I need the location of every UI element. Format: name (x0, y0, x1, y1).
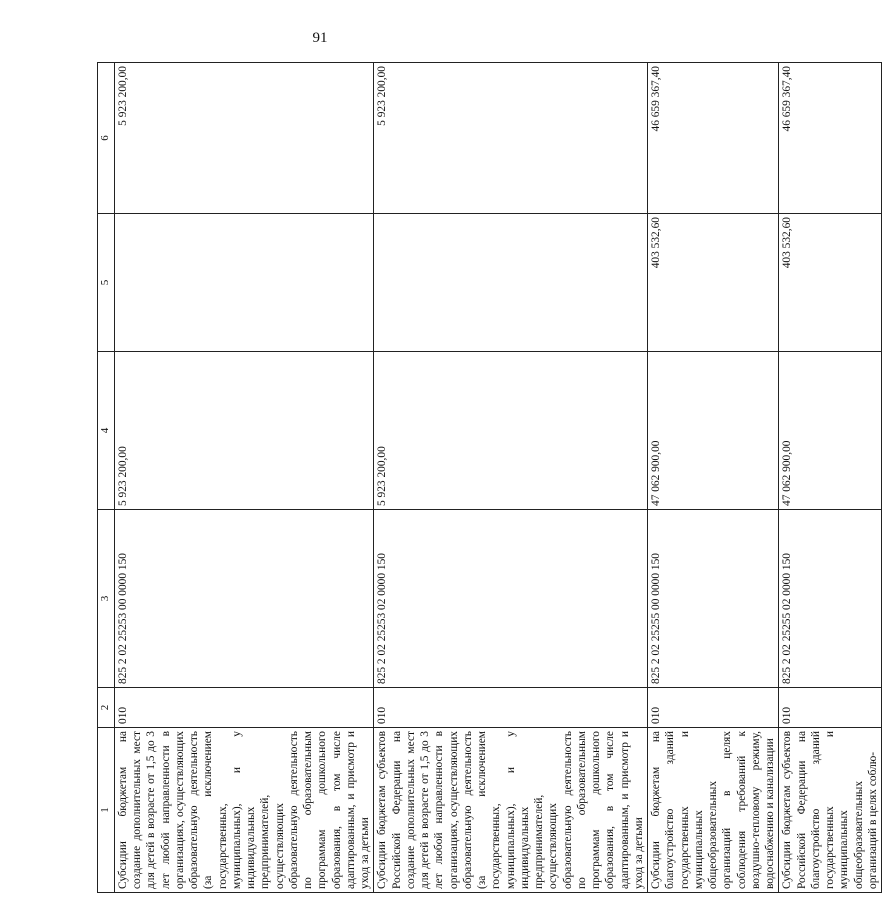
row-col6: 5 923 200,00 (114, 63, 374, 214)
row-name: Субсидии бюджетам субъектов Российской Федерации на благоустройство зданий государственных и муниципальных общеобразовательных организаций в целях соблю- (779, 728, 882, 893)
row-name: Субсидии бюджетам на создание дополнительных мест для детей в возрасте от 1,5 до 3 лет любой направленности в организациях, осуществляющих образовательную деятельность (за исключением государственных, муниципальных), и у индивидуальных предпринимателей, осуществляющих образовательную деятельность по образовательным программам дошкольного образования, в том числе адаптированным, и присмотр и уход за детьми (114, 728, 374, 893)
row-col5 (374, 214, 648, 352)
column-header: 3 (98, 510, 115, 688)
column-header: 5 (98, 214, 115, 352)
row-col5 (114, 214, 374, 352)
column-header: 4 (98, 352, 115, 510)
row-admin-code: 010 (648, 688, 779, 728)
row-col6: 46 659 367,40 (779, 63, 882, 214)
row-name: Субсидии бюджетам субъектов Российской Федерации на создание дополнительных мест для детей в возрасте от 1,5 до 3 лет любой направленности в организациях, осуществляющих образовательную деятельность (за исключением государственных, муниципальных), и у индивидуальных предпринимателей, осуществляющих образовательную деятельность по образовательным программам дошкольного образования, в том числе адаптированным, и присмотр и уход за детьми (374, 728, 648, 893)
row-admin-code: 010 (779, 688, 882, 728)
row-col6: 46 659 367,40 (648, 63, 779, 214)
row-col4: 47 062 900,00 (648, 352, 779, 510)
row-col5: 403 532,60 (648, 214, 779, 352)
row-kbk: 825 2 02 25253 00 0000 150 (114, 510, 374, 688)
row-col4: 5 923 200,00 (374, 352, 648, 510)
table-row (648, 63, 779, 893)
rotated-table-container (97, 63, 879, 893)
budget-table (97, 62, 882, 893)
row-kbk: 825 2 02 25253 02 0000 150 (374, 510, 648, 688)
row-col5: 403 532,60 (779, 214, 882, 352)
row-kbk: 825 2 02 25255 02 0000 150 (779, 510, 882, 688)
column-header: 2 (98, 688, 115, 728)
table-row (779, 63, 882, 893)
row-name: Субсидии бюджетам на благоустройство зданий государственных и муниципальных общеобразовательных организаций в целях соблюдения требований к воздушно-тепловому режиму, водоснабжению и канализации (648, 728, 779, 893)
row-kbk: 825 2 02 25255 00 0000 150 (648, 510, 779, 688)
row-col6: 5 923 200,00 (374, 63, 648, 214)
row-admin-code: 010 (374, 688, 648, 728)
page-number: 91 (312, 30, 328, 46)
table-row (114, 63, 374, 893)
row-col4: 47 062 900,00 (779, 352, 882, 510)
row-col4: 5 923 200,00 (114, 352, 374, 510)
column-header: 6 (98, 63, 115, 214)
row-admin-code: 010 (114, 688, 374, 728)
table-row (374, 63, 648, 893)
table-header-row (98, 63, 115, 893)
column-header: 1 (98, 728, 115, 893)
